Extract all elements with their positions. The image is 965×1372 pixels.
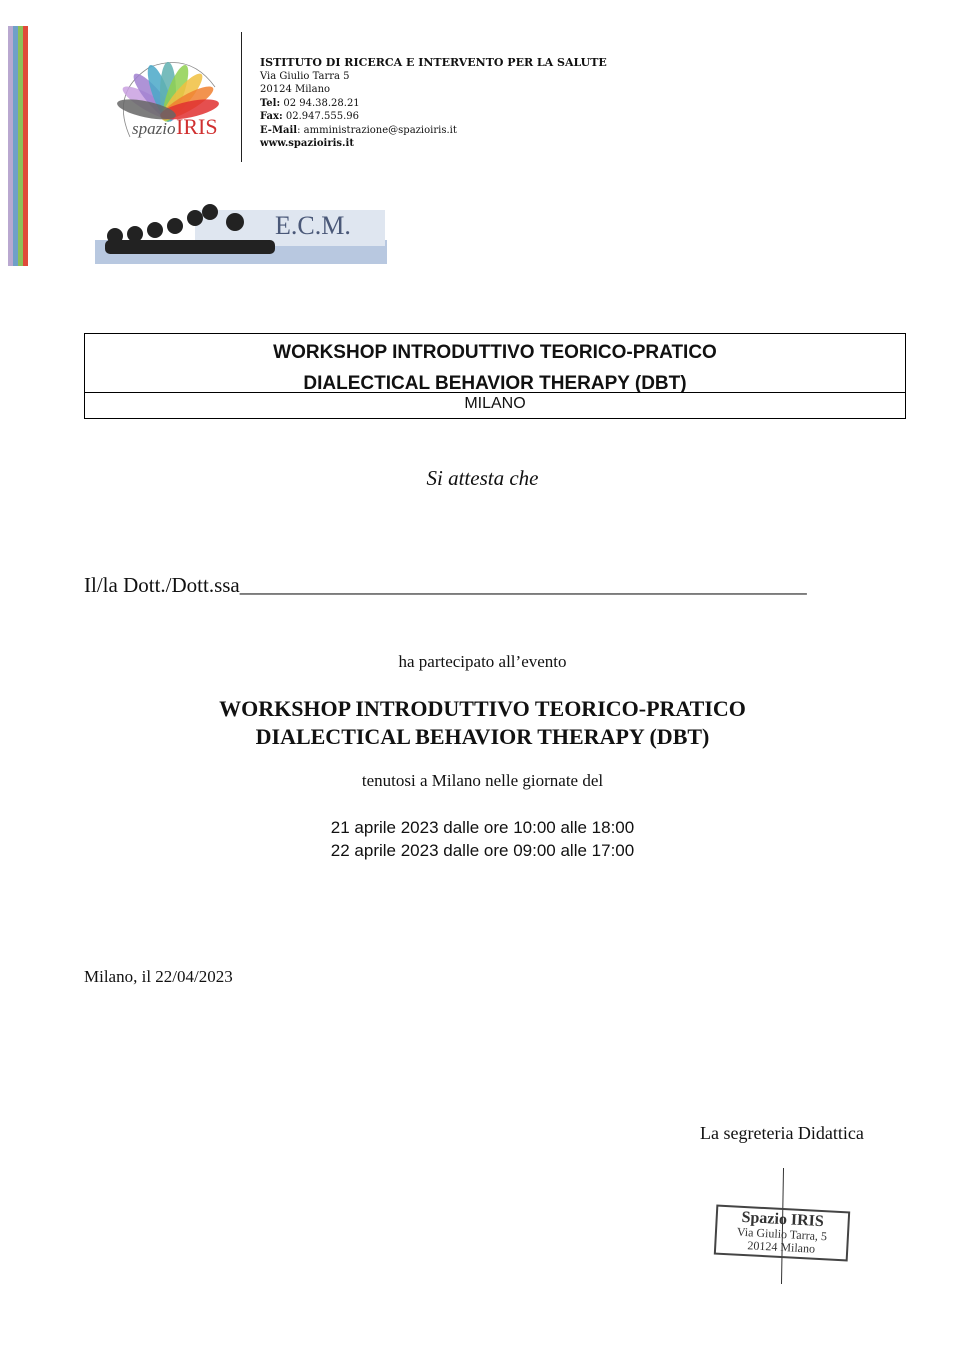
institute-name: ISTITUTO DI RICERCA E INTERVENTO PER LA SALUTE	[260, 56, 607, 69]
event-title: WORKSHOP INTRODUTTIVO TEORICO-PRATICO DIALECTICAL BEHAVIOR THERAPY (DBT)	[219, 696, 746, 749]
rainbow-stripes	[8, 26, 28, 266]
place-date: Milano, il 22/04/2023	[84, 967, 233, 986]
address-line: Via Giulio Tarra 5	[260, 70, 350, 82]
title-city: MILANO	[464, 395, 526, 412]
address-line: 20124 Milano	[260, 84, 331, 95]
spazio-iris-logo	[110, 52, 225, 147]
institute-header	[260, 56, 607, 151]
title-line-1: WORKSHOP INTRODUTTIVO TEORICO-PRATICO	[273, 342, 717, 363]
ecm-banner	[95, 200, 387, 266]
attesta-text: Si attesta che	[426, 466, 539, 490]
participated-text: ha partecipato all’evento	[398, 652, 567, 671]
svg-text:spazio: spazio	[132, 119, 176, 138]
date-line: 21 aprile 2023 dalle ore 10:00 alle 18:00	[330, 818, 635, 837]
date-line: 22 aprile 2023 dalle ore 09:00 alle 17:00	[330, 841, 635, 860]
tel: Tel: 02 94.38.28.21	[260, 97, 360, 109]
website: www.spazioiris.it	[260, 138, 354, 149]
email: E-Mail: amministrazione@spazioiris.it	[260, 124, 457, 136]
held-text: tenutosi a Milano nelle giornate del	[361, 771, 604, 790]
svg-text:E.C.M.: E.C.M.	[275, 211, 351, 240]
name-blank-field: ______________________________________________________	[239, 573, 807, 597]
fax: Fax: 02.947.555.96	[260, 111, 360, 122]
name-line: Il/la Dott./Dott.ssa______________________________________________________	[84, 573, 807, 597]
event-dates	[0, 816, 965, 862]
stamp: Spazio IRIS Via Giulio Tarra, 5 20124 Milano	[714, 1205, 850, 1262]
signature-label: La segreteria Didattica	[700, 1123, 864, 1143]
header-divider	[241, 32, 242, 162]
title-box	[84, 333, 906, 419]
svg-text:IRIS: IRIS	[176, 114, 218, 139]
title-line-2: DIALECTICAL BEHAVIOR THERAPY (DBT)	[303, 373, 687, 394]
